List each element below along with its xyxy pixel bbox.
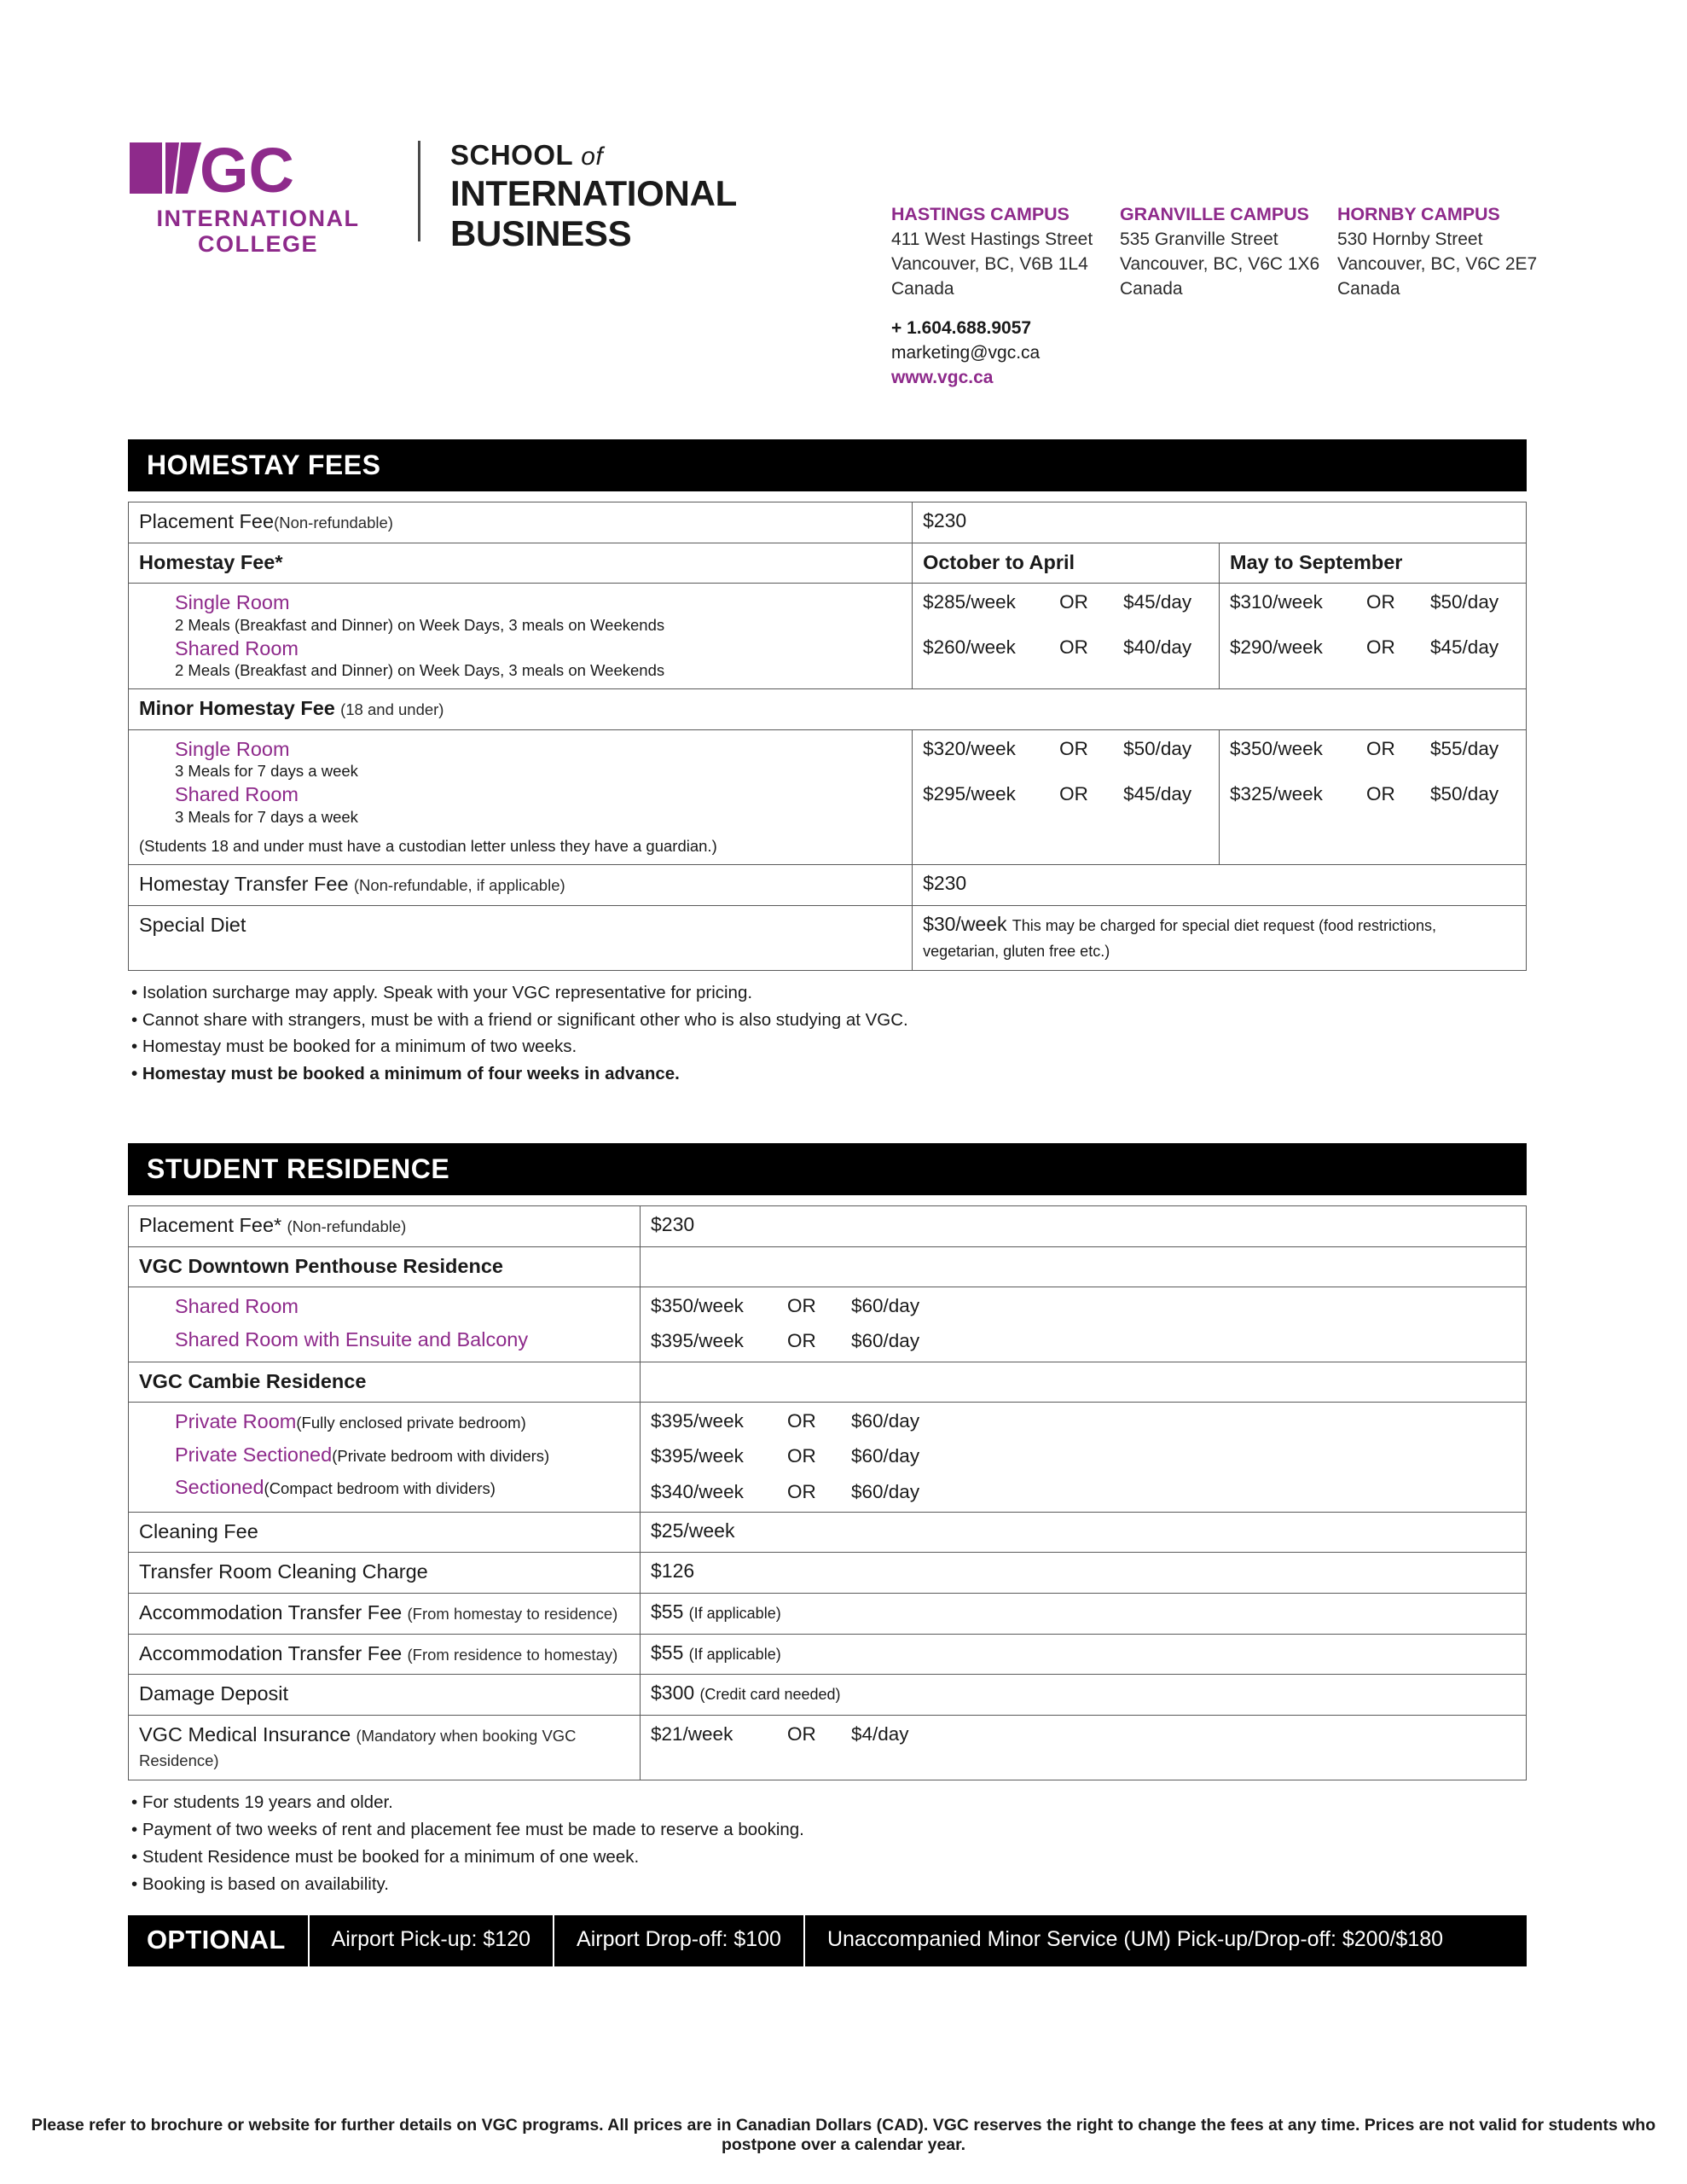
season-header-may-sep-cell: [1220, 543, 1527, 584]
campus-name: GRANVILLE CAMPUS: [1120, 204, 1309, 224]
room-note: (Private bedroom with dividers): [332, 1446, 550, 1465]
optional-services-section: [128, 1915, 1527, 1966]
price-row-shared: [1230, 635, 1516, 659]
placement-fee-label-cell: [129, 502, 913, 543]
placement-fee-note: (Non-refundable): [274, 514, 393, 531]
bullet-item: • Homestay must be booked for a minimum of two weeks.: [131, 1037, 577, 1057]
bullet-item: • Cannot share with strangers, must be with a friend or significant other who is also studying at VGC.: [131, 1009, 908, 1030]
campus-country: Canada: [1337, 278, 1400, 299]
price-row-medical: [651, 1722, 1516, 1746]
price-day: $60/day: [851, 1480, 920, 1502]
price-day: $50/day: [1430, 591, 1499, 613]
school-word-school: SCHOOL: [450, 139, 573, 171]
cleaning-fee-label: Cleaning Fee: [139, 1519, 258, 1542]
residence-placement-label-cell: [129, 1206, 641, 1247]
campus-granville: [1120, 202, 1337, 391]
price-week: $260/week: [923, 636, 1016, 659]
cambie-room-sectioned: [139, 1474, 629, 1501]
penthouse-header-label: VGC Downtown Penthouse Residence: [139, 1254, 503, 1277]
homestay-section-title: HOMESTAY FEES: [128, 439, 1527, 491]
price-week: $325/week: [1230, 783, 1323, 805]
price-row-sectioned: [651, 1479, 1516, 1504]
price-row-single: [923, 590, 1209, 614]
cleaning-fee-label-cell: [129, 1512, 641, 1553]
campus-country: Canada: [891, 278, 954, 299]
optional-item-airport-dropoff[interactable]: Airport Drop-off: $100: [554, 1915, 805, 1966]
accom-transfer-2-value-cell: [641, 1634, 1527, 1675]
price-week: $350/week: [651, 1295, 744, 1317]
campus-city: Vancouver, BC, V6C 1X6: [1120, 253, 1320, 274]
minor-prices-oct-apr-cell: [913, 729, 1220, 864]
price-day: $50/day: [1123, 737, 1192, 759]
room-meals-shared: 2 Meals (Breakfast and Dinner) on Week Days, 3 meals on Weekends: [175, 661, 665, 680]
svg-text:GC: GC: [200, 141, 294, 202]
price-or: OR: [1366, 737, 1395, 759]
campus-hastings: [891, 202, 1120, 391]
email-address[interactable]: marketing@vgc.ca: [891, 342, 1041, 363]
special-diet-value-cell: [913, 905, 1527, 970]
minor-homestay-label: Minor Homestay Fee: [139, 697, 335, 720]
table-row-placement-fee: [129, 502, 1527, 543]
price-or: OR: [1059, 591, 1088, 613]
accom-transfer-2-note: (From residence to homestay): [407, 1645, 618, 1664]
cambie-header-empty-cell: [641, 1362, 1527, 1403]
damage-deposit-label-cell: [129, 1675, 641, 1716]
accom-transfer-1-value-cell: [641, 1593, 1527, 1634]
campus-country: Canada: [1120, 278, 1183, 299]
special-diet-label: Special Diet: [139, 913, 246, 936]
homestay-bullets: [128, 979, 1527, 1088]
price-row-single: [1230, 736, 1516, 761]
price-or: OR: [787, 1330, 816, 1352]
price-row-single: [1230, 590, 1516, 614]
penthouse-prices-cell: [641, 1287, 1527, 1362]
cambie-header-cell: [129, 1362, 641, 1403]
homestay-fee-label: Homestay Fee*: [139, 550, 283, 573]
price-or: OR: [1059, 783, 1088, 805]
penthouse-header-cell: [129, 1246, 641, 1287]
accom-transfer-1-value: $55: [651, 1600, 684, 1623]
residence-placement-note: (Non-refundable): [287, 1217, 407, 1235]
accom-transfer-1-value-note: (If applicable): [688, 1604, 781, 1622]
penthouse-room-shared: Shared Room: [175, 1295, 299, 1318]
room-note: (Compact bedroom with dividers): [264, 1479, 496, 1498]
price-or: OR: [787, 1295, 816, 1317]
table-row-penthouse-header: [129, 1246, 1527, 1287]
price-day: $40/day: [1123, 636, 1192, 659]
price-day: $45/day: [1430, 636, 1499, 659]
bullet-item: • Isolation surcharge may apply. Speak with your VGC representative for pricing.: [131, 982, 753, 1002]
residence-placement-label: Placement Fee*: [139, 1214, 282, 1236]
special-diet-note: This may be charged for special diet request (food restrictions, vegetarian, gluten free etc.): [923, 916, 1437, 960]
transfer-cleaning-label-cell: [129, 1553, 641, 1594]
cambie-rooms-label-cell: [129, 1403, 641, 1513]
footer-disclaimer: Please refer to brochure or website for further details on VGC programs. All prices are in Canadian Dollars (CAD). VGC reserves the right to change the fees at any time. Prices are not valid for students who postpone over a calendar year.: [31, 2116, 1656, 2154]
penthouse-header-empty-cell: [641, 1246, 1527, 1287]
price-row-single: [923, 736, 1209, 761]
accom-transfer-1-note: (From homestay to residence): [407, 1604, 618, 1623]
optional-title: OPTIONAL: [128, 1915, 310, 1966]
logo-line-international: INTERNATIONAL: [156, 206, 360, 231]
campus-name: HASTINGS CAMPUS: [891, 204, 1070, 224]
table-row-accommodation-transfer-to-residence: [129, 1593, 1527, 1634]
student-residence-section: [128, 1143, 1527, 1897]
price-or: OR: [1059, 737, 1088, 759]
vgc-wordmark-icon: [128, 141, 384, 202]
price-or: OR: [787, 1410, 816, 1432]
campus-hornby: [1337, 202, 1542, 391]
price-week: $395/week: [651, 1330, 744, 1352]
table-row-homestay-fee-header: [129, 543, 1527, 584]
homestay-prices-may-sep-cell: [1220, 584, 1527, 689]
price-week: $395/week: [651, 1410, 744, 1432]
damage-deposit-label: Damage Deposit: [139, 1682, 289, 1705]
campus-city: Vancouver, BC, V6C 2E7: [1337, 253, 1538, 274]
minor-room-meals-shared: 3 Meals for 7 days a week: [175, 807, 358, 826]
accom-transfer-1-label: Accommodation Transfer Fee: [139, 1600, 403, 1623]
price-row-shared: [923, 635, 1209, 659]
price-week: $21/week: [651, 1722, 733, 1745]
medical-insurance-label-cell: [129, 1715, 641, 1780]
price-day: $60/day: [851, 1330, 920, 1352]
accom-transfer-2-value-note: (If applicable): [688, 1645, 781, 1663]
residence-bullets: [128, 1789, 1527, 1897]
phone-number[interactable]: + 1.604.688.9057: [891, 317, 1032, 338]
accom-transfer-2-label: Accommodation Transfer Fee: [139, 1641, 403, 1664]
cambie-prices-cell: [641, 1403, 1527, 1513]
room-name: Sectioned: [175, 1476, 264, 1499]
table-row-cambie-header: [129, 1362, 1527, 1403]
price-day: $45/day: [1123, 783, 1192, 805]
accom-transfer-2-value: $55: [651, 1641, 684, 1664]
price-day: $60/day: [851, 1410, 920, 1432]
price-row-shared: [651, 1293, 1516, 1318]
damage-deposit-value: $300: [651, 1682, 695, 1705]
bullet-item: • Student Residence must be booked for a minimum of one week.: [131, 1846, 640, 1867]
season-header-oct-apr-cell: [913, 543, 1220, 584]
campus-city: Vancouver, BC, V6B 1L4: [891, 253, 1088, 274]
transfer-fee-label-cell: [129, 865, 913, 906]
header-divider: [418, 141, 420, 241]
table-row-cambie-rooms: [129, 1403, 1527, 1513]
price-or: OR: [787, 1480, 816, 1502]
price-week: $285/week: [923, 591, 1016, 613]
custodian-letter-note: (Students 18 and under must have a custodian letter unless they have a guardian.): [139, 837, 717, 856]
optional-item-unaccompanied-minor[interactable]: Unaccompanied Minor Service (UM) Pick-up/Drop-off: $200/$180: [826, 1927, 1444, 1951]
price-week: $290/week: [1230, 636, 1323, 659]
medical-insurance-label: VGC Medical Insurance: [139, 1722, 351, 1745]
special-diet-label-cell: [129, 905, 913, 970]
table-row-homestay-transfer-fee: [129, 865, 1527, 906]
medical-insurance-value-cell: [641, 1715, 1527, 1780]
table-row-damage-deposit: [129, 1675, 1527, 1716]
homestay-fees-section: [128, 439, 1527, 1088]
school-word-business: BUSINESS: [450, 212, 632, 253]
table-row-minor-rooms: [129, 729, 1527, 864]
placement-fee-value: $230: [923, 509, 967, 531]
price-or: OR: [787, 1722, 816, 1745]
table-row-cleaning-fee: [129, 1512, 1527, 1553]
season-header-may-sep: May to September: [1230, 550, 1403, 573]
price-or: OR: [787, 1445, 816, 1467]
school-word-international: INTERNATIONAL: [450, 172, 737, 213]
price-week: $320/week: [923, 737, 1016, 759]
price-week: $310/week: [1230, 591, 1323, 613]
residence-placement-value: $230: [651, 1213, 695, 1235]
accom-transfer-2-label-cell: [129, 1634, 641, 1675]
homestay-fees-table: [128, 502, 1527, 971]
campus-list: [891, 202, 1542, 391]
transfer-cleaning-label: Transfer Room Cleaning Charge: [139, 1560, 428, 1583]
price-day: $4/day: [851, 1722, 909, 1745]
damage-deposit-value-note: (Credit card needed): [699, 1686, 841, 1704]
price-day: $45/day: [1123, 591, 1192, 613]
room-name-shared: Shared Room: [175, 636, 299, 659]
bullet-item: • For students 19 years and older.: [131, 1792, 393, 1813]
price-day: $60/day: [851, 1295, 920, 1317]
damage-deposit-value-cell: [641, 1675, 1527, 1716]
room-name-single: Single Room: [175, 591, 290, 614]
room-name: Private Room: [175, 1410, 297, 1433]
bullet-item: • Payment of two weeks of rent and placement fee must be made to reserve a booking.: [131, 1820, 804, 1840]
price-day: $60/day: [851, 1445, 920, 1467]
medical-insurance-note: (Mandatory when booking VGC Residence): [139, 1726, 577, 1770]
price-or: OR: [1059, 636, 1088, 659]
minor-homestay-header-cell: [129, 689, 1527, 730]
table-row-homestay-rooms: [129, 584, 1527, 689]
cambie-room-private: [139, 1409, 629, 1435]
price-row-private: [651, 1409, 1516, 1433]
cleaning-fee-value-cell: [641, 1512, 1527, 1553]
season-header-oct-apr: October to April: [923, 550, 1075, 573]
price-row-shared-ensuite: [651, 1328, 1516, 1353]
minor-room-name-shared: Shared Room: [175, 783, 299, 806]
cleaning-fee-value: $25/week: [651, 1519, 735, 1542]
homestay-rooms-label-cell: [129, 584, 913, 689]
placement-fee-value-cell: [913, 502, 1527, 543]
price-week: $340/week: [651, 1480, 744, 1502]
transfer-cleaning-value-cell: [641, 1553, 1527, 1594]
table-row-special-diet: [129, 905, 1527, 970]
optional-item-airport-pickup[interactable]: Airport Pick-up: $120: [310, 1915, 554, 1966]
price-week: $295/week: [923, 783, 1016, 805]
penthouse-rooms-label-cell: [129, 1287, 641, 1362]
table-row-medical-insurance: [129, 1715, 1527, 1780]
campus-street: 535 Granville Street: [1120, 229, 1278, 249]
cambie-header-label: VGC Cambie Residence: [139, 1369, 367, 1392]
campus-street: 411 West Hastings Street: [891, 229, 1093, 249]
price-day: $50/day: [1430, 783, 1499, 805]
school-of-international-business: [450, 137, 737, 253]
table-row-minor-homestay-header: [129, 689, 1527, 730]
page-header: [128, 139, 1578, 388]
homestay-fee-label-cell: [129, 543, 913, 584]
transfer-fee-value: $230: [923, 872, 967, 895]
minor-room-meals-single: 3 Meals for 7 days a week: [175, 762, 358, 781]
transfer-fee-label: Homestay Transfer Fee: [139, 873, 349, 896]
table-row-transfer-room-cleaning: [129, 1553, 1527, 1594]
homestay-prices-oct-apr-cell: [913, 584, 1220, 689]
minor-homestay-note: (18 and under): [340, 700, 444, 719]
logo-line-college: COLLEGE: [197, 231, 318, 258]
transfer-fee-note: (Non-refundable, if applicable): [353, 876, 565, 895]
room-name: Private Sectioned: [175, 1443, 333, 1466]
cambie-room-private-sectioned: [139, 1442, 629, 1468]
price-or: OR: [1366, 636, 1395, 659]
penthouse-room-shared-ensuite: Shared Room with Ensuite and Balcony: [175, 1327, 529, 1350]
campus-name: HORNBY CAMPUS: [1337, 204, 1500, 224]
price-day: $55/day: [1430, 737, 1499, 759]
price-or: OR: [1366, 591, 1395, 613]
price-or: OR: [1366, 783, 1395, 805]
accom-transfer-1-label-cell: [129, 1593, 641, 1634]
bullet-item: • Booking is based on availability.: [131, 1873, 389, 1894]
minor-prices-may-sep-cell: [1220, 729, 1527, 864]
transfer-cleaning-value: $126: [651, 1560, 695, 1583]
transfer-fee-value-cell: [913, 865, 1527, 906]
price-row-shared: [923, 781, 1209, 806]
campus-street: 530 Hornby Street: [1337, 229, 1483, 249]
vgc-logo: [128, 141, 409, 257]
school-word-of: of: [581, 142, 604, 171]
residence-section-title: STUDENT RESIDENCE: [128, 1143, 1527, 1195]
room-meals-single: 2 Meals (Breakfast and Dinner) on Week Days, 3 meals on Weekends: [175, 615, 665, 634]
price-week: $395/week: [651, 1445, 744, 1467]
table-row-accommodation-transfer-to-homestay: [129, 1634, 1527, 1675]
table-row-residence-placement-fee: [129, 1206, 1527, 1247]
special-diet-value: $30/week: [923, 912, 1007, 935]
room-note: (Fully enclosed private bedroom): [296, 1414, 526, 1432]
optional-bar: [128, 1915, 1527, 1966]
bullet-item: • Homestay must be booked a minimum of four weeks in advance.: [131, 1064, 680, 1084]
price-row-shared: [1230, 781, 1516, 806]
minor-rooms-label-cell: [129, 729, 913, 864]
placement-fee-label: Placement Fee: [139, 510, 275, 532]
table-row-penthouse-rooms: [129, 1287, 1527, 1362]
price-row-private-sectioned: [651, 1443, 1516, 1468]
minor-room-name-single: Single Room: [175, 737, 290, 760]
contact-block: [891, 316, 1120, 391]
residence-placement-value-cell: [641, 1206, 1527, 1247]
price-week: $350/week: [1230, 737, 1323, 759]
residence-fees-table: [128, 1205, 1527, 1780]
website-link[interactable]: www.vgc.ca: [891, 368, 994, 388]
